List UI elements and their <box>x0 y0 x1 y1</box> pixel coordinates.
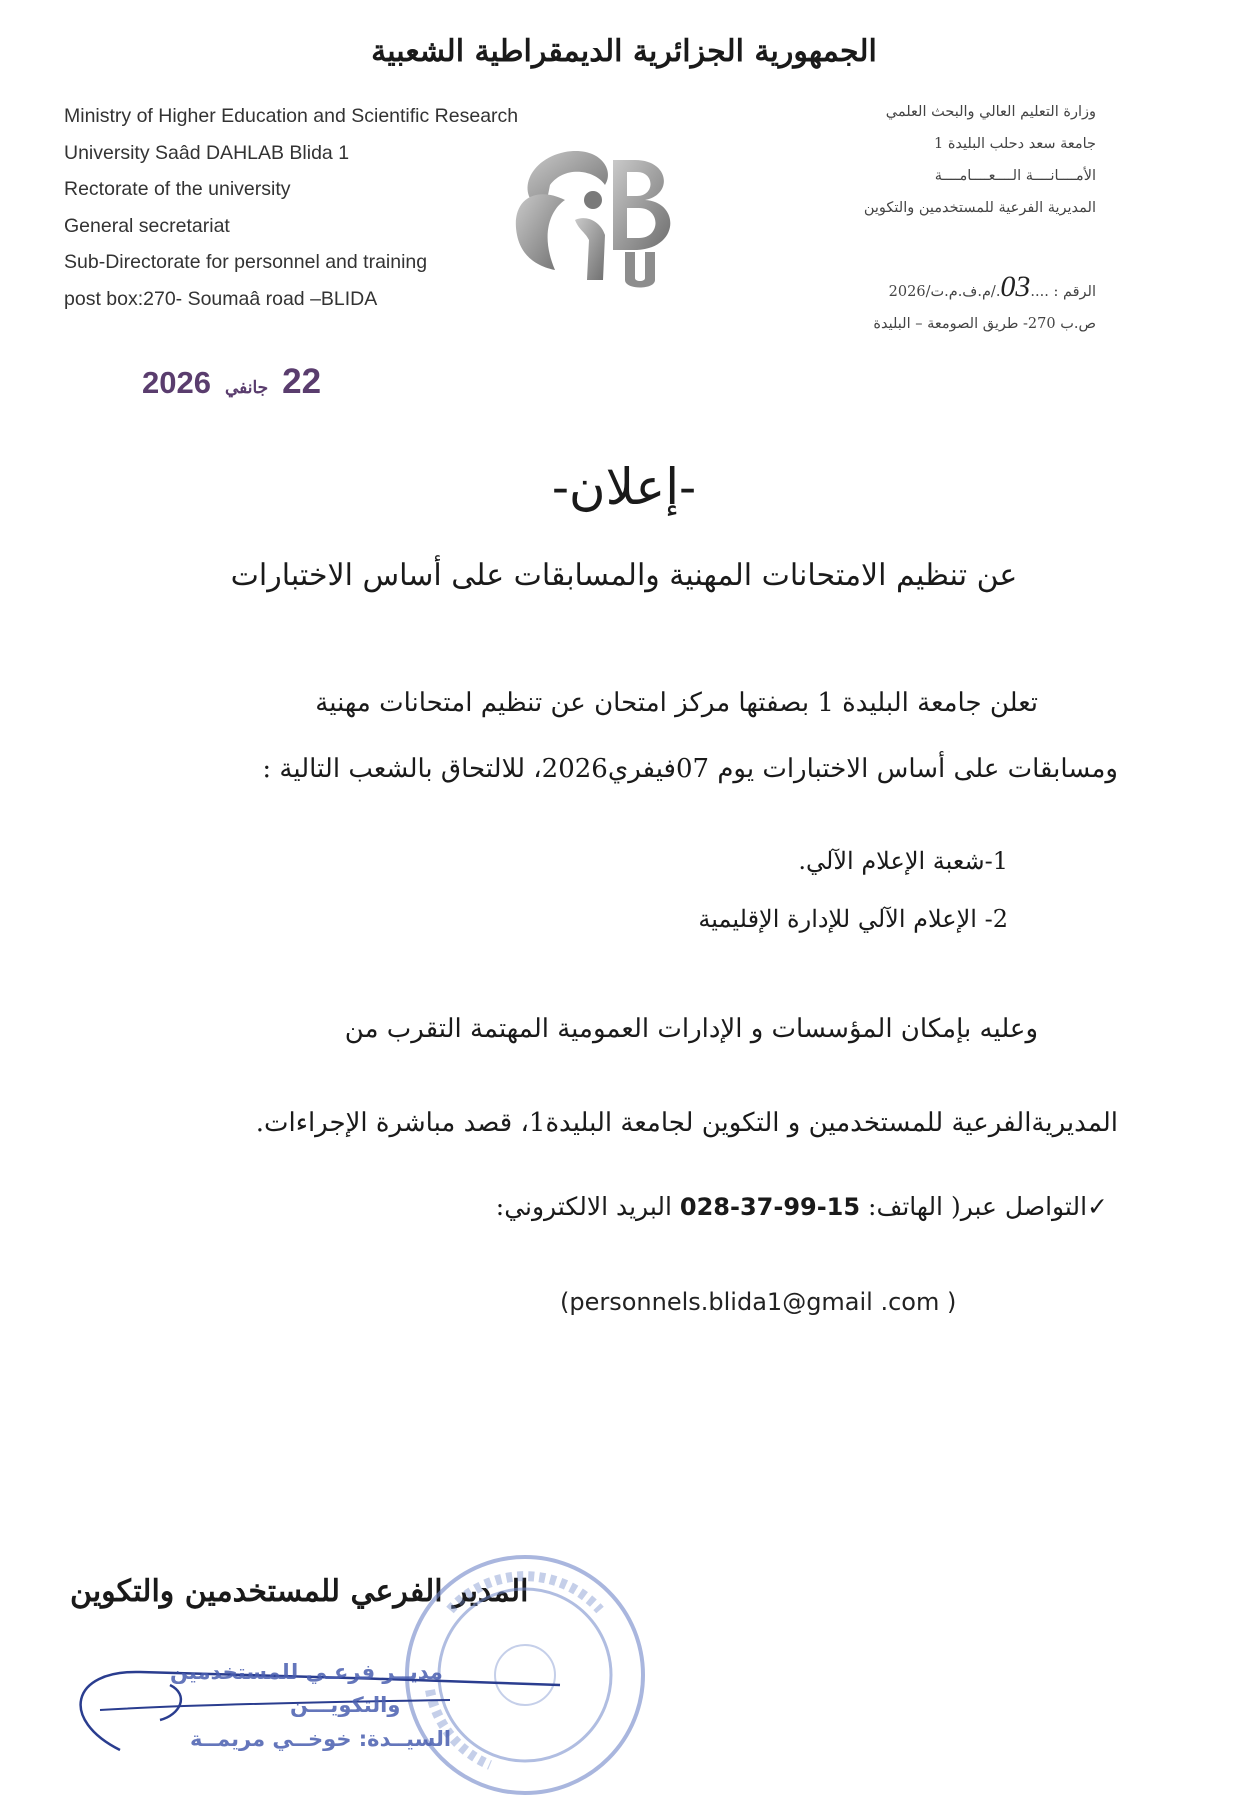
english-header-line: University Saâd DAHLAB Blida 1 <box>64 141 350 164</box>
date-stamp-year: 2026 <box>142 365 211 400</box>
intro-line: ومسابقات على أساس الاختبارات يوم 07فيفري2026، للالتحاق بالشعب التالية : <box>262 754 1118 784</box>
intro-paragraph <box>58 670 1118 802</box>
english-header-line: Rectorate of the university <box>64 178 291 200</box>
branch-item: 1-شعبة الإعلام الآلي. <box>798 847 1008 875</box>
arabic-header-line: المديرية الفرعية للمستخدمين والتكوين <box>863 200 1096 216</box>
reference-suffix: ./م.ف.م.ت/2026 <box>888 284 1001 300</box>
contact-paragraph <box>58 996 1118 1062</box>
seal-text-line: والتكويـــن <box>290 1693 401 1717</box>
arabic-header <box>736 96 1096 224</box>
university-logo-icon <box>505 140 695 290</box>
reference-prefix: الرقم : .... <box>1030 284 1096 300</box>
checkmark-icon: ✓ <box>1087 1192 1108 1221</box>
reference-value: 03 <box>1000 270 1031 303</box>
notice-title: -إعلان- <box>551 458 697 516</box>
intro-line: تعلن جامعة البليدة 1 بصفتها مركز امتحان عن تنظيم امتحانات مهنية <box>315 688 1038 718</box>
arabic-header-line: الأمــــانــــة الــــعــــامــــة <box>934 168 1096 184</box>
arabic-header-line: وزارة التعليم العالي والبحث العلمي <box>885 104 1096 120</box>
contact-paragraph-line-2: المديريةالفرعية للمستخدمين و التكوين لجامعة البليدة1، قصد مباشرة الإجراءات. <box>255 1108 1118 1138</box>
republic-title: الجمهورية الجزائرية الديمقراطية الشعبية <box>371 34 877 69</box>
reference-number <box>736 270 1096 304</box>
branches-list <box>308 832 1008 948</box>
date-stamp-day: 22 <box>282 362 322 401</box>
english-header-line: Ministry of Higher Education and Scientific Research <box>64 105 519 127</box>
date-stamp-month: جانفي <box>224 378 269 397</box>
contact-lead: التواصل عبر( الهاتف: <box>860 1192 1088 1221</box>
date-stamp <box>142 362 382 402</box>
seal-text-line: مديــر فرعـي للمستخدمين <box>170 1660 443 1684</box>
english-header-line: post box:270- Soumaâ road –BLIDA <box>64 287 378 310</box>
arabic-address: ص.ب 270- طريق الصومعة – البليدة <box>873 316 1096 332</box>
arabic-header-line: جامعة سعد دحلب البليدة 1 <box>933 136 1096 152</box>
email-label: البريد الالكتروني: <box>495 1192 680 1221</box>
notice-subtitle: عن تنظيم الامتحانات المهنية والمسابقات على أساس الاختبارات <box>230 558 1018 593</box>
phone-number: 028-37-99-15 <box>679 1193 861 1221</box>
email-address: (personnels.blida1@gmail .com ) <box>560 1288 957 1316</box>
english-header-line: Sub-Directorate for personnel and training <box>64 251 428 273</box>
branch-item: 2- الإعلام الآلي للإدارة الإقليمية <box>698 905 1008 933</box>
signer-title: المدير الفرعي للمستخدمين والتكوين <box>70 1574 529 1609</box>
english-header-line: General secretariat <box>64 214 230 237</box>
seal-text-line: السيــدة: خوخــي مريمــة <box>190 1727 452 1751</box>
contact-paragraph-line: وعليه بإمكان المؤسسات و الإدارات العمومية المهتمة التقرب من <box>344 1014 1038 1044</box>
contact-line <box>208 1192 1108 1221</box>
